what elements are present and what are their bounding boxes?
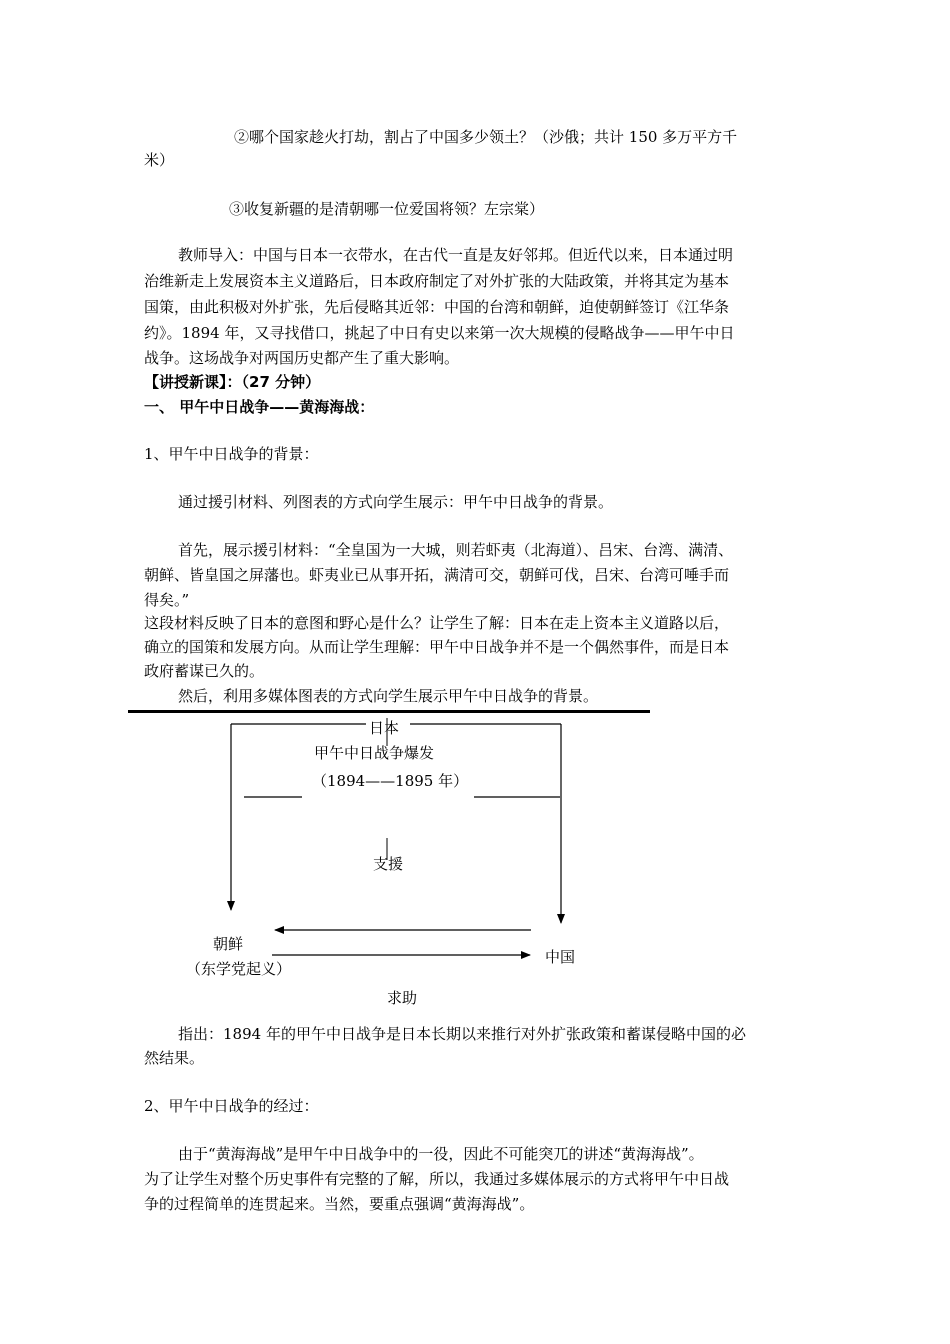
intro-line-2: 治维新走上发展资本主义道路后，日本政府制定了对外扩张的大陆政策，并将其定为基本	[144, 272, 730, 290]
section-heading: 【讲授新课】：（27 分钟）	[144, 373, 321, 391]
conclusion-line-2: 然结果。	[144, 1049, 205, 1067]
question-2-line-1: ②哪个国家趁火打劫，割占了中国多少领土？（沙俄；共计 150 多万平方千	[234, 128, 738, 146]
intro-line-3: 国策，由此积极对外扩张，先后侵略其近邻：中国的台湾和朝鲜，迫使朝鲜签订《江华条	[144, 298, 730, 316]
label-war-outbreak: 甲午中日战争爆发	[314, 744, 435, 762]
analysis-line-2: 确立的国策和发展方向。从而让学生理解：甲午中日战争并不是一个偶然事件，而是日本	[144, 638, 730, 656]
intro-line-1: 教师导入：中国与日本一衣带水，在古代一直是友好邻邦。但近代以来，日本通过明	[178, 246, 734, 264]
course-line-1: 由于“黄海海战”是甲午中日战争中的一役，因此不可能突兀的讲述“黄海海战”。	[178, 1145, 704, 1163]
course-line-3: 争的过程简单的连贯起来。当然，要重点强调“黄海海战”。	[144, 1195, 535, 1213]
sub-heading-course: 2、甲午中日战争的经过：	[144, 1097, 319, 1115]
question-3: ③收复新疆的是清朝哪一位爱国将领？左宗棠）	[229, 200, 545, 218]
method-paragraph: 通过援引材料、列图表的方式向学生展示：甲午中日战争的背景。	[178, 493, 614, 511]
analysis-line-3: 政府蓄谋已久的。	[144, 662, 265, 680]
label-help: 求助	[387, 989, 418, 1007]
intro-line-4: 约》。1894 年，又寻找借口，挑起了中日有史以来第一次大规模的侵略战争——甲午中日	[144, 324, 735, 342]
label-war-years: （1894——1895 年）	[312, 772, 469, 790]
quote-line-1: 首先，展示援引材料：“全皇国为一大城，则若虾夷（北海道）、吕宋、台湾、满清、	[178, 541, 734, 559]
question-2-line-2: 米）	[144, 151, 175, 169]
analysis-line-1: 这段材料反映了日本的意图和野心是什么？让学生了解：日本在走上资本主义道路以后，	[144, 614, 730, 632]
label-korea: 朝鲜	[213, 935, 244, 953]
label-japan: 日本	[369, 719, 400, 737]
sub-heading-background: 1、甲午中日战争的背景：	[144, 445, 319, 463]
label-donghak-uprising: （东学党起义）	[186, 960, 292, 978]
part1-heading: 一、 甲午中日战争——黄海海战：	[144, 398, 375, 416]
label-china: 中国	[545, 948, 576, 966]
then-paragraph: 然后，利用多媒体图表的方式向学生展示甲午中日战争的背景。	[178, 687, 599, 705]
label-support: 支援	[373, 855, 404, 873]
intro-line-5: 战争。这场战争对两国历史都产生了重大影响。	[144, 349, 460, 367]
conclusion-line-1: 指出：1894 年的甲午中日战争是日本长期以来推行对外扩张政策和蓄谋侵略中国的必	[178, 1025, 746, 1043]
course-line-2: 为了让学生对整个历史事件有完整的了解，所以，我通过多媒体展示的方式将甲午中日战	[144, 1170, 730, 1188]
quote-line-3: 得矣。”	[144, 591, 190, 609]
quote-line-2: 朝鲜、皆皇国之屏藩也。虾夷业已从事开拓，满清可交，朝鲜可伐，吕宋、台湾可唾手而	[144, 566, 730, 584]
